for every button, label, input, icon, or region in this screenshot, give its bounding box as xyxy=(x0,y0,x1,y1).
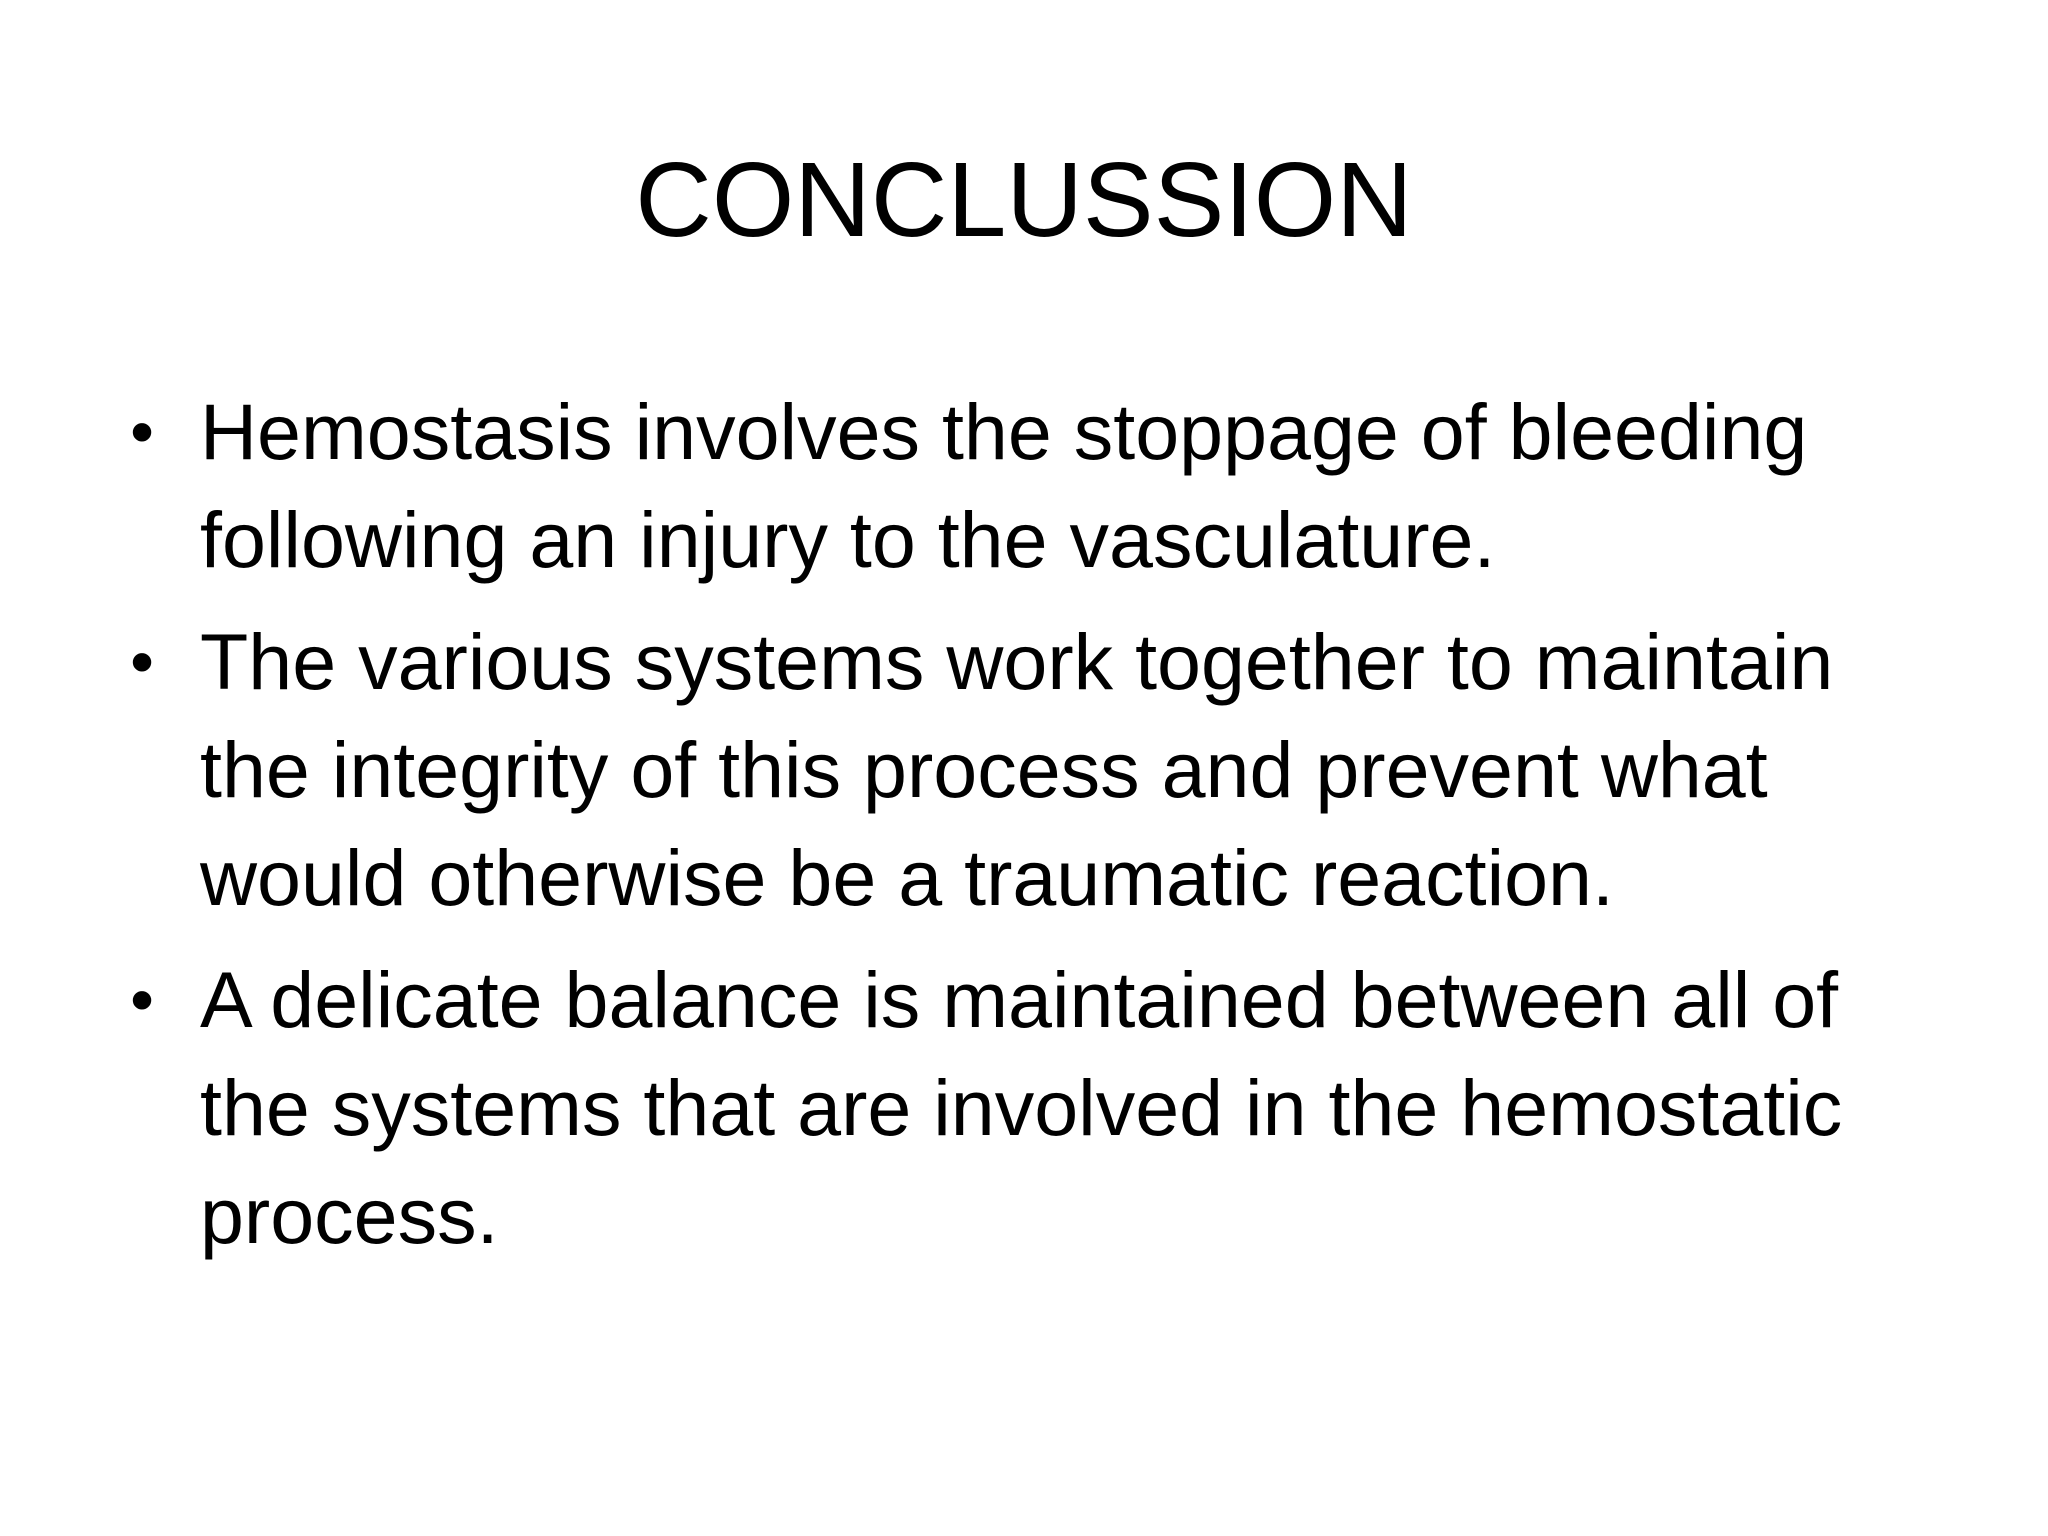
bullet-list xyxy=(122,378,1952,1284)
bullet-line: following an injury to the vasculature. xyxy=(200,495,1496,584)
bullet-icon: • xyxy=(130,394,154,470)
bullet-icon: • xyxy=(130,624,154,700)
bullet-line: the integrity of this process and prevent what xyxy=(200,725,1768,814)
bullet-item xyxy=(122,378,1952,594)
bullet-line: A delicate balance is maintained between all of xyxy=(200,955,1839,1044)
bullet-line: the systems that are involved in the hemostatic xyxy=(200,1063,1843,1152)
bullet-line: The various systems work together to maintain xyxy=(200,617,1834,706)
bullet-line: would otherwise be a traumatic reaction. xyxy=(200,833,1614,922)
bullet-item xyxy=(122,608,1952,932)
slide-title: CONCLUSSION xyxy=(635,141,1413,259)
bullet-text xyxy=(200,378,1952,594)
bullet-text xyxy=(200,608,1952,932)
bullet-icon: • xyxy=(130,962,154,1038)
bullet-line: process. xyxy=(200,1171,499,1260)
bullet-line: Hemostasis involves the stoppage of bleeding xyxy=(200,387,1808,476)
bullet-item xyxy=(122,946,1952,1270)
bullet-text xyxy=(200,946,1952,1270)
